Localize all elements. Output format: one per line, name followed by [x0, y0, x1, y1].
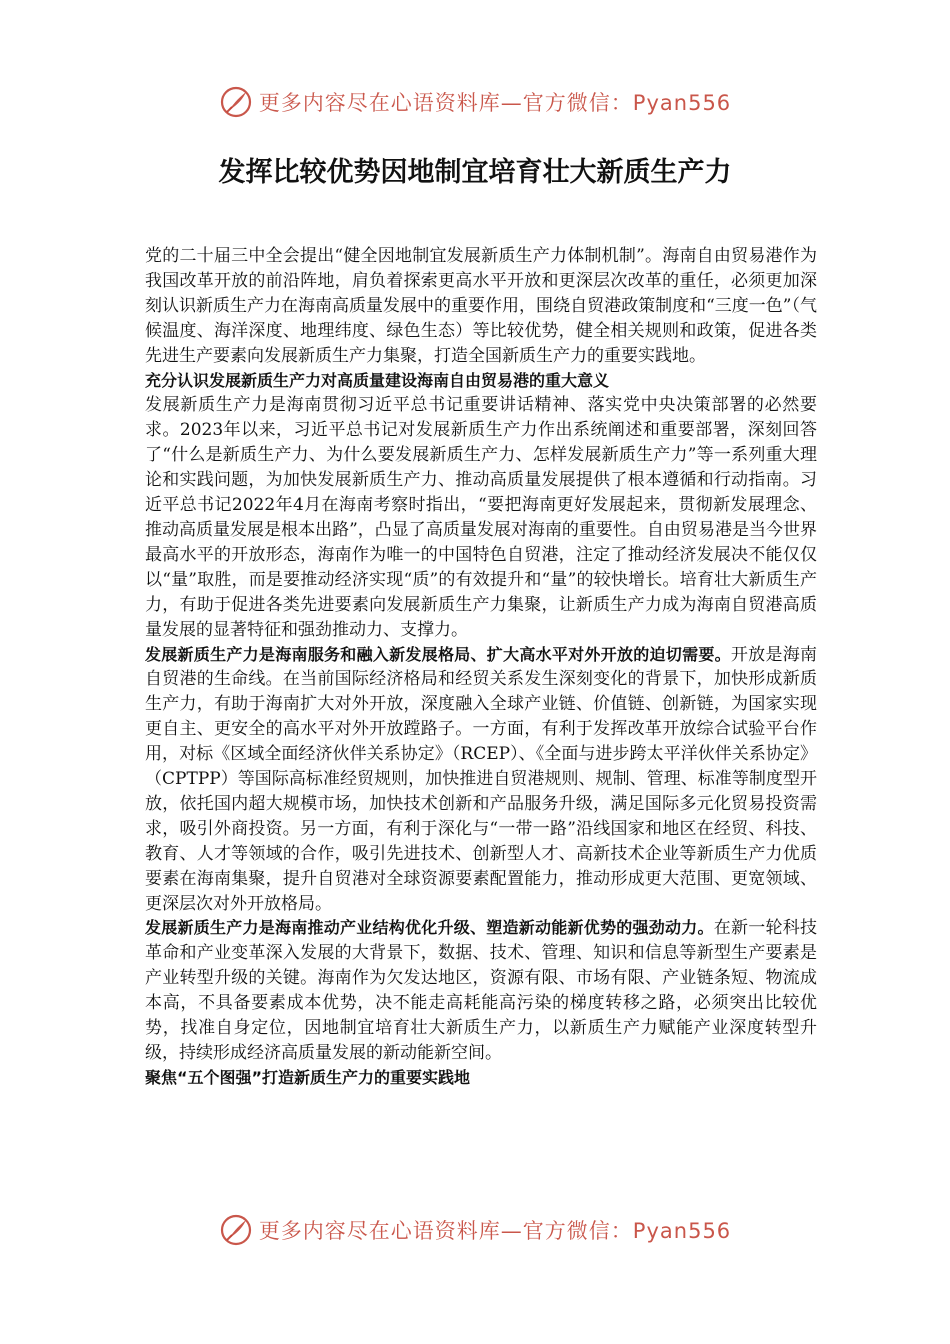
paragraph-1: 发展新质生产力是海南贯彻习近平总书记重要讲话精神、落实党中央决策部署的必然要求。2023年以来，习近平总书记对发展新质生产力作出系统阐述和重要部署，深刻回答了“什么是新质生产力、为什么要发展新质生产力、怎样发展新质生产力”等一系列重大理论和实践问题，为加快发展新质生产力、推动高质量发展提供了根本遵循和行动指南。习近平总书记2022年4月在海南考察时指出，“要把海南更好发展起来，贯彻新发展理念、推动高质量发展是根本出路”，凸显了高质量发展对海南的重要性。自由贸易港是当今世界最高水平的开放形态，海南作为唯一的中国特色自贸港，注定了推动经济发展决不能仅仅以“量”取胜，而是要推动经济实现“质”的有效提升和“量”的较快增长。培育壮大新质生产力，有助于促进各类先进要素向发展新质生产力集聚，让新质生产力成为海南自贸港高质量发展的显著特征和强劲推动力、支撑力。 — [145, 395, 817, 640]
paragraph-2 — [145, 643, 817, 917]
document-body — [145, 244, 817, 1091]
paragraph-3 — [145, 916, 817, 1065]
paragraph-3-body: 在新一轮科技革命和产业变革深入发展的大背景下，数据、技术、管理、知识和信息等新型生产要素是产业转型升级的关键。海南作为欠发达地区，资源有限、市场有限、产业链条短、物流成本高，不具备要素成本优势，决不能走高耗能高污染的梯度转移之路，必须突出比较优势，找准自身定位，因地制宜培育壮大新质生产力，以新质生产力赋能产业深度转型升级，持续形成经济高质量发展的新动能新空间。 — [145, 918, 817, 1063]
header-watermark-banner — [0, 82, 950, 122]
section-heading-1: 充分认识发展新质生产力对高质量建设海南自由贸易港的重大意义 — [145, 370, 610, 390]
watermark-text: 更多内容尽在心语资料库—官方微信：Pyan556 — [258, 1219, 732, 1243]
paragraph-2-body: 开放是海南自贸港的生命线。在当前国际经济格局和经贸关系发生深刻变化的背景下，加快形成新质生产力，有助于海南扩大对外开放，深度融入全球产业链、价值链、创新链，为国家实现更自主、更安全的高水平对外开放蹚路子。一方面，有利于发挥改革开放综合试验平台作用，对标《区域全面经济伙伴关系协定》（RCEP）、《全面与进步跨太平洋伙伴关系协定》（CPTPP）等国际高标准经贸规则，加快推进自贸港规则、规制、管理、标准等制度型开放，依托国内超大规模市场，加快技术创新和产品服务升级，满足国际多元化贸易投资需求，吸引外商投资。另一方面，有利于深化与“一带一路”沿线国家和地区在经贸、科技、教育、人才等领域的合作，吸引先进技术、创新型人才、高新技术企业等新质生产力优质要素在海南集聚，提升自贸港对全球资源要素配置能力，推动形成更大范围、更宽领域、更深层次对外开放格局。 — [145, 644, 817, 914]
watermark-text: 更多内容尽在心语资料库—官方微信：Pyan556 — [258, 91, 732, 115]
quill-pen-logo-icon — [219, 85, 253, 119]
intro-paragraph: 党的二十届三中全会提出“健全因地制宜发展新质生产力体制机制”。海南自由贸易港作为我国改革开放的前沿阵地，肩负着探索更高水平开放和更深层次改革的重任，必须更加深刻认识新质生产力在海南高质量发展中的重要作用，围绕自贸港政策制度和“三度一色”（气候温度、海洋深度、地理纬度、绿色生态）等比较优势，健全相关规则和政策，促进各类先进生产要素向发展新质生产力集聚，打造全国新质生产力的重要实践地。 — [145, 246, 817, 366]
document-title: 发挥比较优势因地制宜培育壮大新质生产力 — [218, 157, 732, 188]
paragraph-3-lead: 发展新质生产力是海南推动产业结构优化升级、塑造新动能新优势的强劲动力。 — [145, 918, 714, 938]
section-heading-2: 聚焦“五个图强”打造新质生产力的重要实践地 — [145, 1067, 471, 1087]
paragraph-2-lead: 发展新质生产力是海南服务和融入新发展格局、扩大高水平对外开放的迫切需要。 — [145, 644, 731, 664]
quill-pen-logo-icon — [219, 1213, 253, 1247]
footer-watermark-banner — [0, 1210, 950, 1250]
